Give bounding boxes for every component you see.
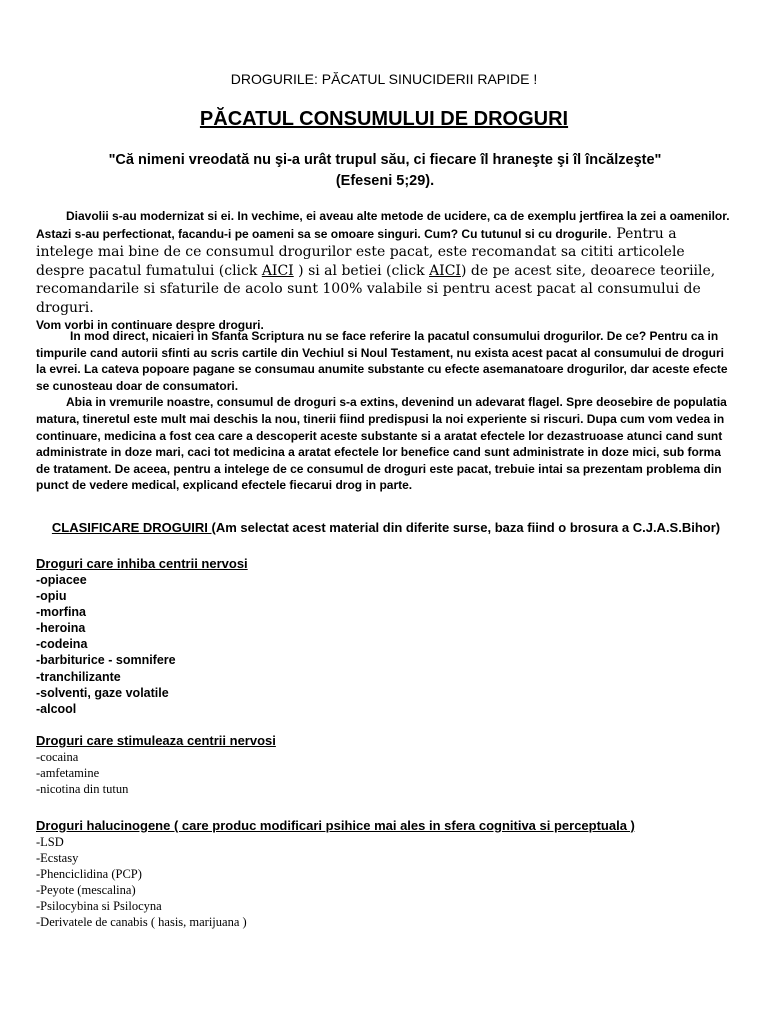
body-paragraphs xyxy=(36,328,736,494)
group-title: Droguri care stimuleaza centrii nervosi xyxy=(36,733,276,748)
list-item: -Derivatele de canabis ( hasis, marijuana ) xyxy=(36,915,247,930)
intro-lead-c: ) de pe acest site, deoarece teoriile, recomandarile si sfaturile de acolo sunt 100% valabile si pentru acest pacat al consumului de droguri. xyxy=(36,262,716,316)
list-item: -heroina xyxy=(36,621,86,636)
drug-list xyxy=(36,834,736,931)
link-smoking[interactable]: AICI xyxy=(261,262,294,279)
list-item: -tranchilizante xyxy=(36,669,121,684)
intro-lead-a: . Pentru a intelege mai bine de ce consumul drogurilor este pacat, este recomandat sa cititi articolele despre pacatul fumatului (click xyxy=(36,225,685,279)
intro-text-end: Vom vorbi in continuare despre droguri. xyxy=(36,318,264,333)
intro-paragraph xyxy=(36,208,736,334)
drug-list xyxy=(36,572,736,717)
paragraph-scripture-text: In mod direct, nicaieri in Sfanta Scriptura nu se face referire la pacatul consumului drogurilor. De ce? Pentru ca in timpurile cand autorii sfinti au scris cartile din Vechiul si Noul Testament, nu exista acest pacat al consumului de droguri la evrei. La cateva popoare pagane se consumau anumite substante cu efecte asemanatoare drogurilor, dar aceste efecte se cunosteau doar de consumatori. xyxy=(36,329,728,393)
list-item: -opiu xyxy=(36,589,67,604)
group-hallucinogens xyxy=(36,817,736,931)
kicker-heading: DROGURILE: PĂCATUL SINUCIDERII RAPIDE ! xyxy=(230,71,538,87)
page-title: PĂCATUL CONSUMULUI DE DROGURI xyxy=(199,108,569,130)
list-item: -opiacee xyxy=(36,573,87,587)
group-title: Droguri halucinogene ( care produc modificari psihice mai ales in sfera cognitiva si perceptuala ) xyxy=(36,818,635,833)
list-item: -alcool xyxy=(36,701,77,716)
drug-list xyxy=(36,749,736,797)
paragraph-scripture xyxy=(36,328,736,394)
group-inhibitors xyxy=(36,555,736,717)
list-item: -Ecstasy xyxy=(36,851,79,866)
paragraph-modern-text: Abia in vremurile noastre, consumul de droguri s-a extins, devenind un adevarat flagel. Spre deosebire de populatia matura, tineretul este mult mai deschis la nou, tinerii fiind predispusi la noi experiente si riscuri. Dupa cum vom vedea in continuare, medicina a fost cea care a descoperit aceste substante si a aratat efectele lor dezastruoase atunci cand sunt administrate in doze mari, caci tot medicina a aratat efectele lor benefice cand sunt administrate in doze mici, sub forma de tratament. De aceea, pentru a intelege de ce consumul de droguri este pacat, trebuie intai sa prezentam problema din punct de vedere medical, explicand efectele fiecarui drog in parte. xyxy=(36,395,727,493)
list-item: -barbiturice - somnifere xyxy=(36,653,176,668)
paragraph-modern xyxy=(36,394,736,494)
group-stimulants xyxy=(36,732,736,797)
link-drinking[interactable]: AICI xyxy=(429,262,461,279)
list-item: -amfetamine xyxy=(36,766,100,781)
intro-text-start: Diavolii s-au modernizat si ei. In vechime, ei aveau alte metode de ucidere, ca de exemplu jertfirea la zei a oamenilor. Astazi s-au perfectionat, facandu-i pe oameni sa se omoare singuri. Cum? Cu tutunul si cu drogurile xyxy=(36,209,730,241)
list-item: -Psilocybina si Psilocyna xyxy=(36,899,162,914)
list-item: -Peyote (mescalina) xyxy=(36,883,136,898)
classification-note: (Am selectat acest material din diferite surse, baza fiind o brosura a C.J.A.S.Bihor) xyxy=(211,520,721,535)
list-item: -morfina xyxy=(36,605,86,620)
classification-heading xyxy=(36,519,736,536)
intro-lead-b: ) si al betiei (click xyxy=(293,262,430,279)
list-item: -codeina xyxy=(36,637,88,652)
group-title: Droguri care inhiba centrii nervosi xyxy=(36,556,248,571)
list-item: -solventi, gaze volatile xyxy=(36,685,169,700)
classification-title: CLASIFICARE DROGUIRI xyxy=(51,520,212,535)
list-item: -cocaina xyxy=(36,750,79,764)
scripture-quote: "Că nimeni vreodată nu şi-a urât trupul său, ci fiecare îl hraneşte şi îl încălzeşte"(Efeseni 5;29). xyxy=(108,152,662,189)
list-item: -Phenciclidina (PCP) xyxy=(36,867,142,882)
list-item: -nicotina din tutun xyxy=(36,782,129,797)
list-item: -LSD xyxy=(36,835,64,849)
